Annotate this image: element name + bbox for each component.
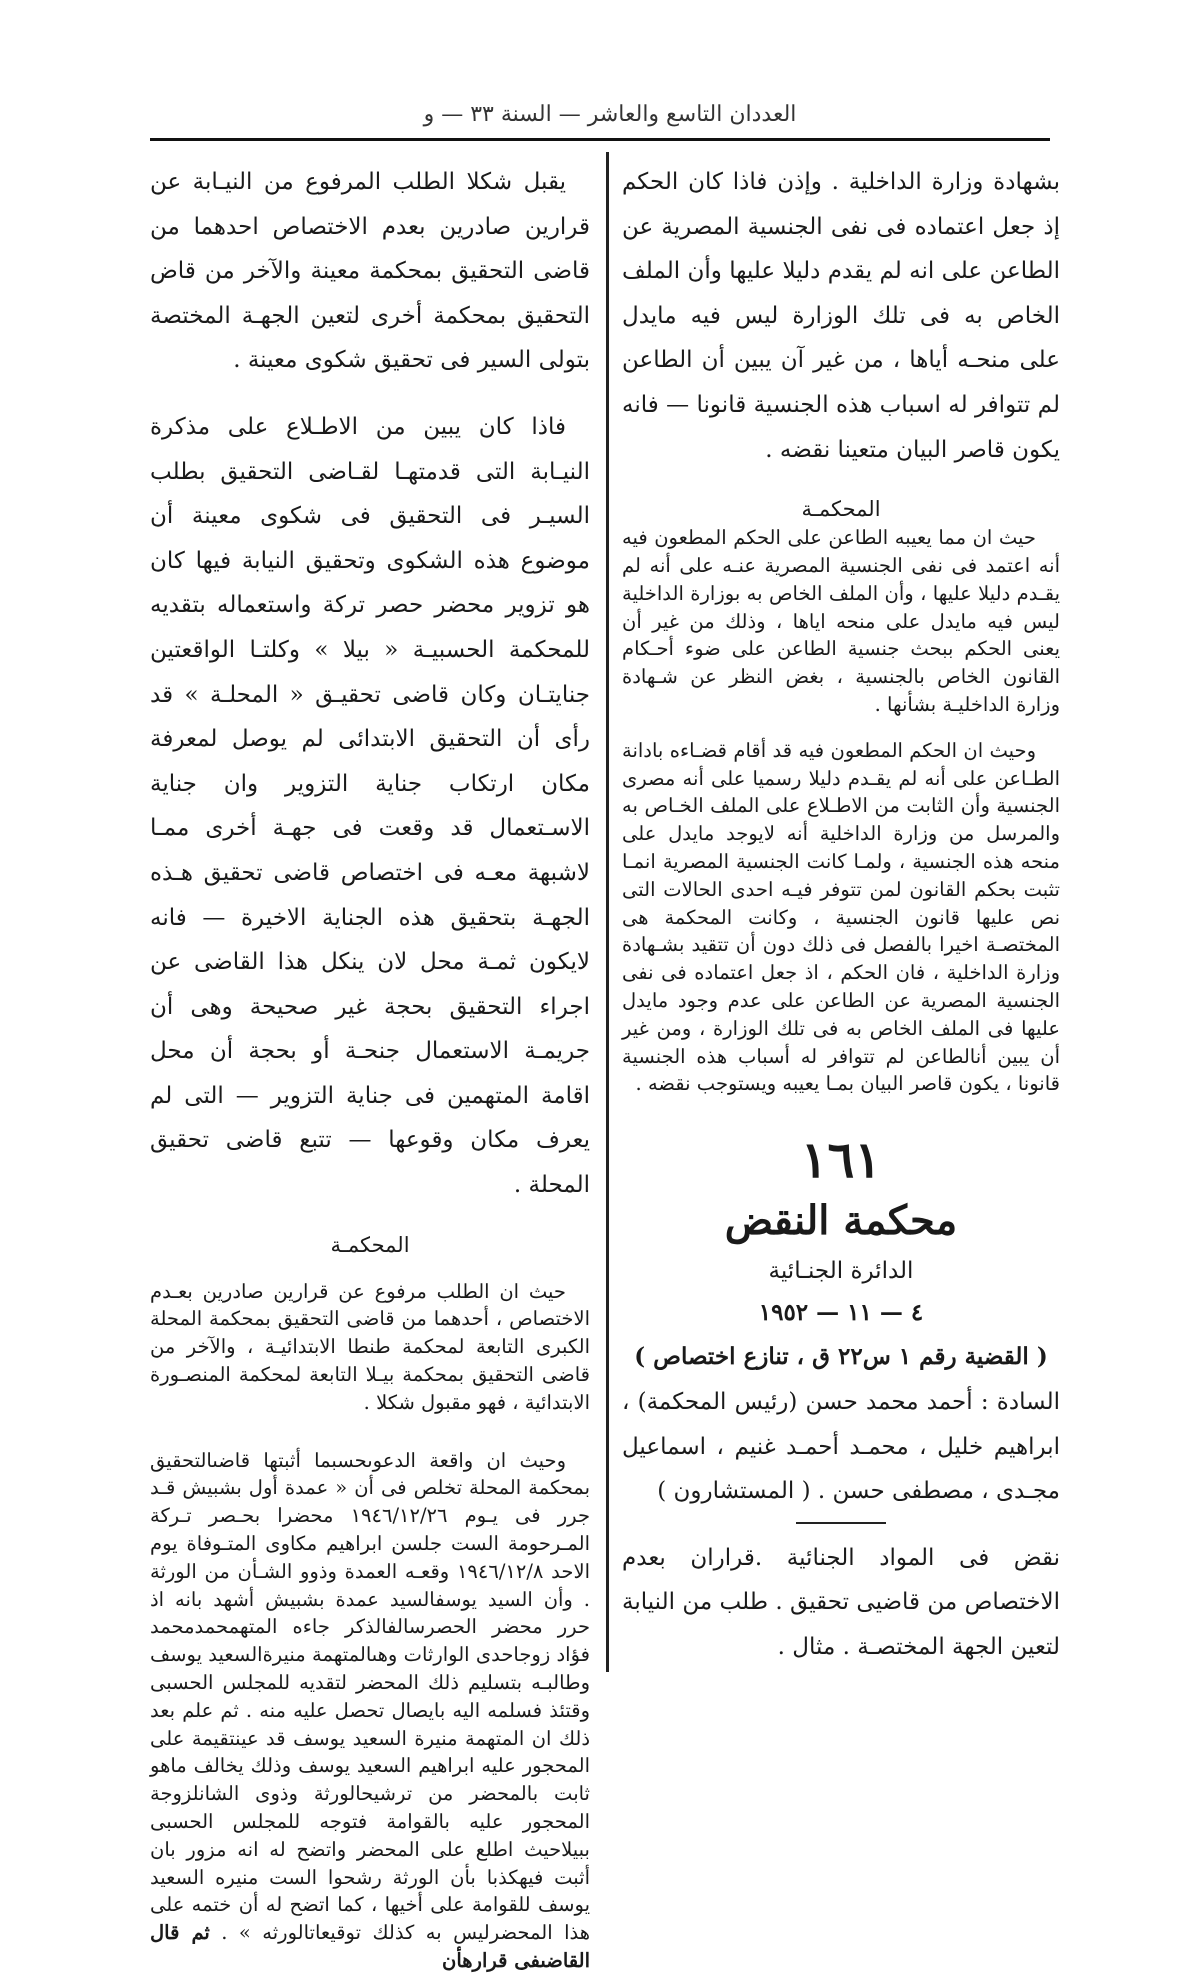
case-reference: ( القضية رقم ١ س٢٢ ق ، تنازع اختصاص ) <box>634 1343 1048 1371</box>
ruling-date: ٤ — ١١ — ١٩٥٢ <box>758 1299 924 1327</box>
ruling-summary: نقض فى المواد الجنائية .قراران بعدم الاختصاص من قاضيى تحقيق . طلب من النيابة لتعين الجهة المختصـة . مثال . <box>622 1544 1060 1661</box>
left-para-4-body: وحيث ان واقعة الدعوىحسبما أثبتها قاضىالتحقيق بمحكمة المحلة تخلص فى أن « عمدة أول بشبيش قـد جرر فى يـوم ١٩٤٦/١٢/٢٦ محضرا بحـصر تـركة المـرحومة الست جلسن ابراهيم مكاوى المتـوفاة يوم الاحد ١٩٤٦/١٢/٨ وقعـه العمدة وذوو الشـأن من الورثة . وأن السيد يوسفالسيد عمدة بشبيش أشهد بانه اذ حرر محضر الحصرسالفالذكر جاءه المتهمحمدمحمد فؤاد زوجاحدى الوارثات وهىالمتهمة منيرةالسعيد يوسف وطالبـه بتسليم ذلك المحضر لتقديه للمجلس الحسبى وقتئذ فسلمه اليه بايصال تحصل عليه منه . ثم علم بعد ذلك ان المتهمة منيرة السعيد يوسف قد عينتقيمة على المحجور عليه ابراهيم السعيد يوسف وذلك يخالف ماهو ثابت بالمحضر من ترشيحالورثة وذوى الشانلزوجة المحجور عليه بالقوامة فتوجه للمجلس الحسبى ببيلاحيث اطلع على المحضر واتضح له انه مزور بان أثبت فيهكذبا بأن الورثة رشحوا الست منيره السعيد يوسف للقوامة على أخيها ، كما اتضح له أن ختمه على هذا المحضرليس به كذلك توقيعاتالورثه » . <box>150 1448 591 1945</box>
circuit-name: الدائرة الجنـائية <box>768 1258 914 1285</box>
left-para-1: يقبل شكلا الطلب المرفوع من النيـابة عن قرارين صادرين بعدم الاختصاص احدهما من قاضى التحقيق بمحكمة معينة والآخر من قاض التحقيق بمحكمة أخرى لتعين الجهـة المختصة بتولى السير فى تحقيق شكوى معينة . <box>150 169 590 374</box>
left-para-2: فاذا كان يبين من الاطـلاع على مذكرة النيـابة التى قدمتهـا لقـاضى التحقيق بطلب السيـر فى التحقيق فى شكوى معينة أن موضوع هذه الشكوى وتحقيق النيابة فيها كان هو تزوير محضر حصر تركة واستعماله بتقديه للمحكمة الحسبيـة « بيلا » وكلتـا الواقعتين جنايتـان وكان قاضى تحقيـق « المحلـة » قد رأى أن التحقيق الابتدائى لم يوصل لمعرفة مكان ارتكاب جناية التزوير وان جناية الاسـتعمال قد وقعت فى جهـة أخرى ممـا لاشبهة معـه فى اختصاص قاضى تحقيق هـذه الجهـة بتحقيق هذه الجناية الاخيرة — فانه لايكون ثمـة محل لان ينكل هذا القاضى عن اجراء التحقيق بحجة غير صحيحة وهى أن جريمـة الاستعمال جنحـة أو بحجة أن محل اقامة المتهمين فى جناية التزوير — التى لم يعرف مكان وقوعها — تتبع قاضى تحقيق المحلة . <box>150 413 590 1199</box>
running-head: العددان التاسع والعاشر — السنة ٣٣ — و <box>423 102 797 127</box>
header-rule <box>150 138 1050 141</box>
left-para-4 <box>150 1447 590 1975</box>
case-number: ١٦١ <box>800 1130 882 1190</box>
left-para-4-tail: ثم قال القاضىفى قرارهأن <box>150 1921 590 1972</box>
judges-list: السادة : أحمد محمد حسن (رئيس المحكمة) ، ابراهيم خليل ، محمـد أحمـد غنيم ، اسماعيل مجـدى ، مصطفى حسن . ( المستشارون ) <box>622 1389 1060 1505</box>
court-heading-left: المحكمـة <box>330 1232 410 1257</box>
right-para-1: بشهادة وزارة الداخلية . وإذن فاذا كان الحكم إذ جعل اعتماده فى نفى الجنسية المصرية عن الطاعن على انه لم يقدم دليلا عليها وأن الملف الخاص به فى تلك الوزارة ليس فيه مايدل على منحـه أياها ، من غير آن يبين أن الطاعن لم تتوافر له اسباب هذه الجنسية قانونا — فانه يكون قاصر البيان متعينا نقضه . <box>622 169 1060 463</box>
right-para-2: حيث ان مما يعيبه الطاعن على الحكم المطعون فيه أنه اعتمد فى نفى الجنسية المصرية عنـه على أنه لم يقـدم دليلا عليها ، وأن الملف الخاص به بوزارة الداخلية ليس فيه مايدل على منحه اياها ، وذلك من غير أن يعنى الحكم ببحث جنسية الطاعن على ضوء أحـكام القانون الخاص بالجنسية ، بغض النظر عن شـهادة وزارة الداخليـة بشأنها . <box>622 526 1060 716</box>
column-divider <box>606 152 609 1672</box>
right-column <box>622 160 1060 1670</box>
left-para-3: حيث ان الطلب مرفوع عن قرارين صادرين بعـدم الاختصاص ، أحدهما من قاضى التحقيق بمحكمة المحلة الكبرى التابعة لمحكمة طنطا الابتدائيـة ، والآخر من قاضى التحقيق بمحكمة بيـلا التابعة لمحكمة المنصـورة الابتدائية ، فهو مقبول شكلا . <box>150 1279 590 1414</box>
left-column <box>150 160 590 1975</box>
court-heading-right: المحكمـة <box>801 497 881 522</box>
section-rule <box>796 1522 886 1524</box>
court-name: محكمة النقض <box>724 1197 958 1245</box>
right-para-3: وحيث ان الحكم المطعون فيه قد أقام قضـاءه بادانة الطـاعن على أنه لم يقـدم دليلا رسميا على أنه مصرى الجنسية وأن الثابت من الاطـلاع على الملف الخـاص به والمرسل من وزارة الداخلية أنه لايوجد مايدل على منحه هذه الجنسية ، ولمـا كانت الجنسية المصرية انمـا تثبت بحكم القانون لمن تتوفر فيـه احدى الحالات التى نص عليها قانون الجنسية ، وكانت المحكمة هى المختصـة اخيرا بالفصل فى ذلك دون أن تتقيد بشـهادة وزارة الداخلية ، فان الحكم ، اذ جعل اعتماده فى نفى الجنسية المصرية عن الطاعن على عدم وجود مايدل عليها فى الملف الخاص به فى تلك الوزارة ، ومن غير أن يبين أنالطاعن لم تتوافر له أسباب هذه الجنسية قانونا ، يكون قاصر البيان بمـا يعيبه ويستوجب نقضه . <box>622 738 1060 1096</box>
